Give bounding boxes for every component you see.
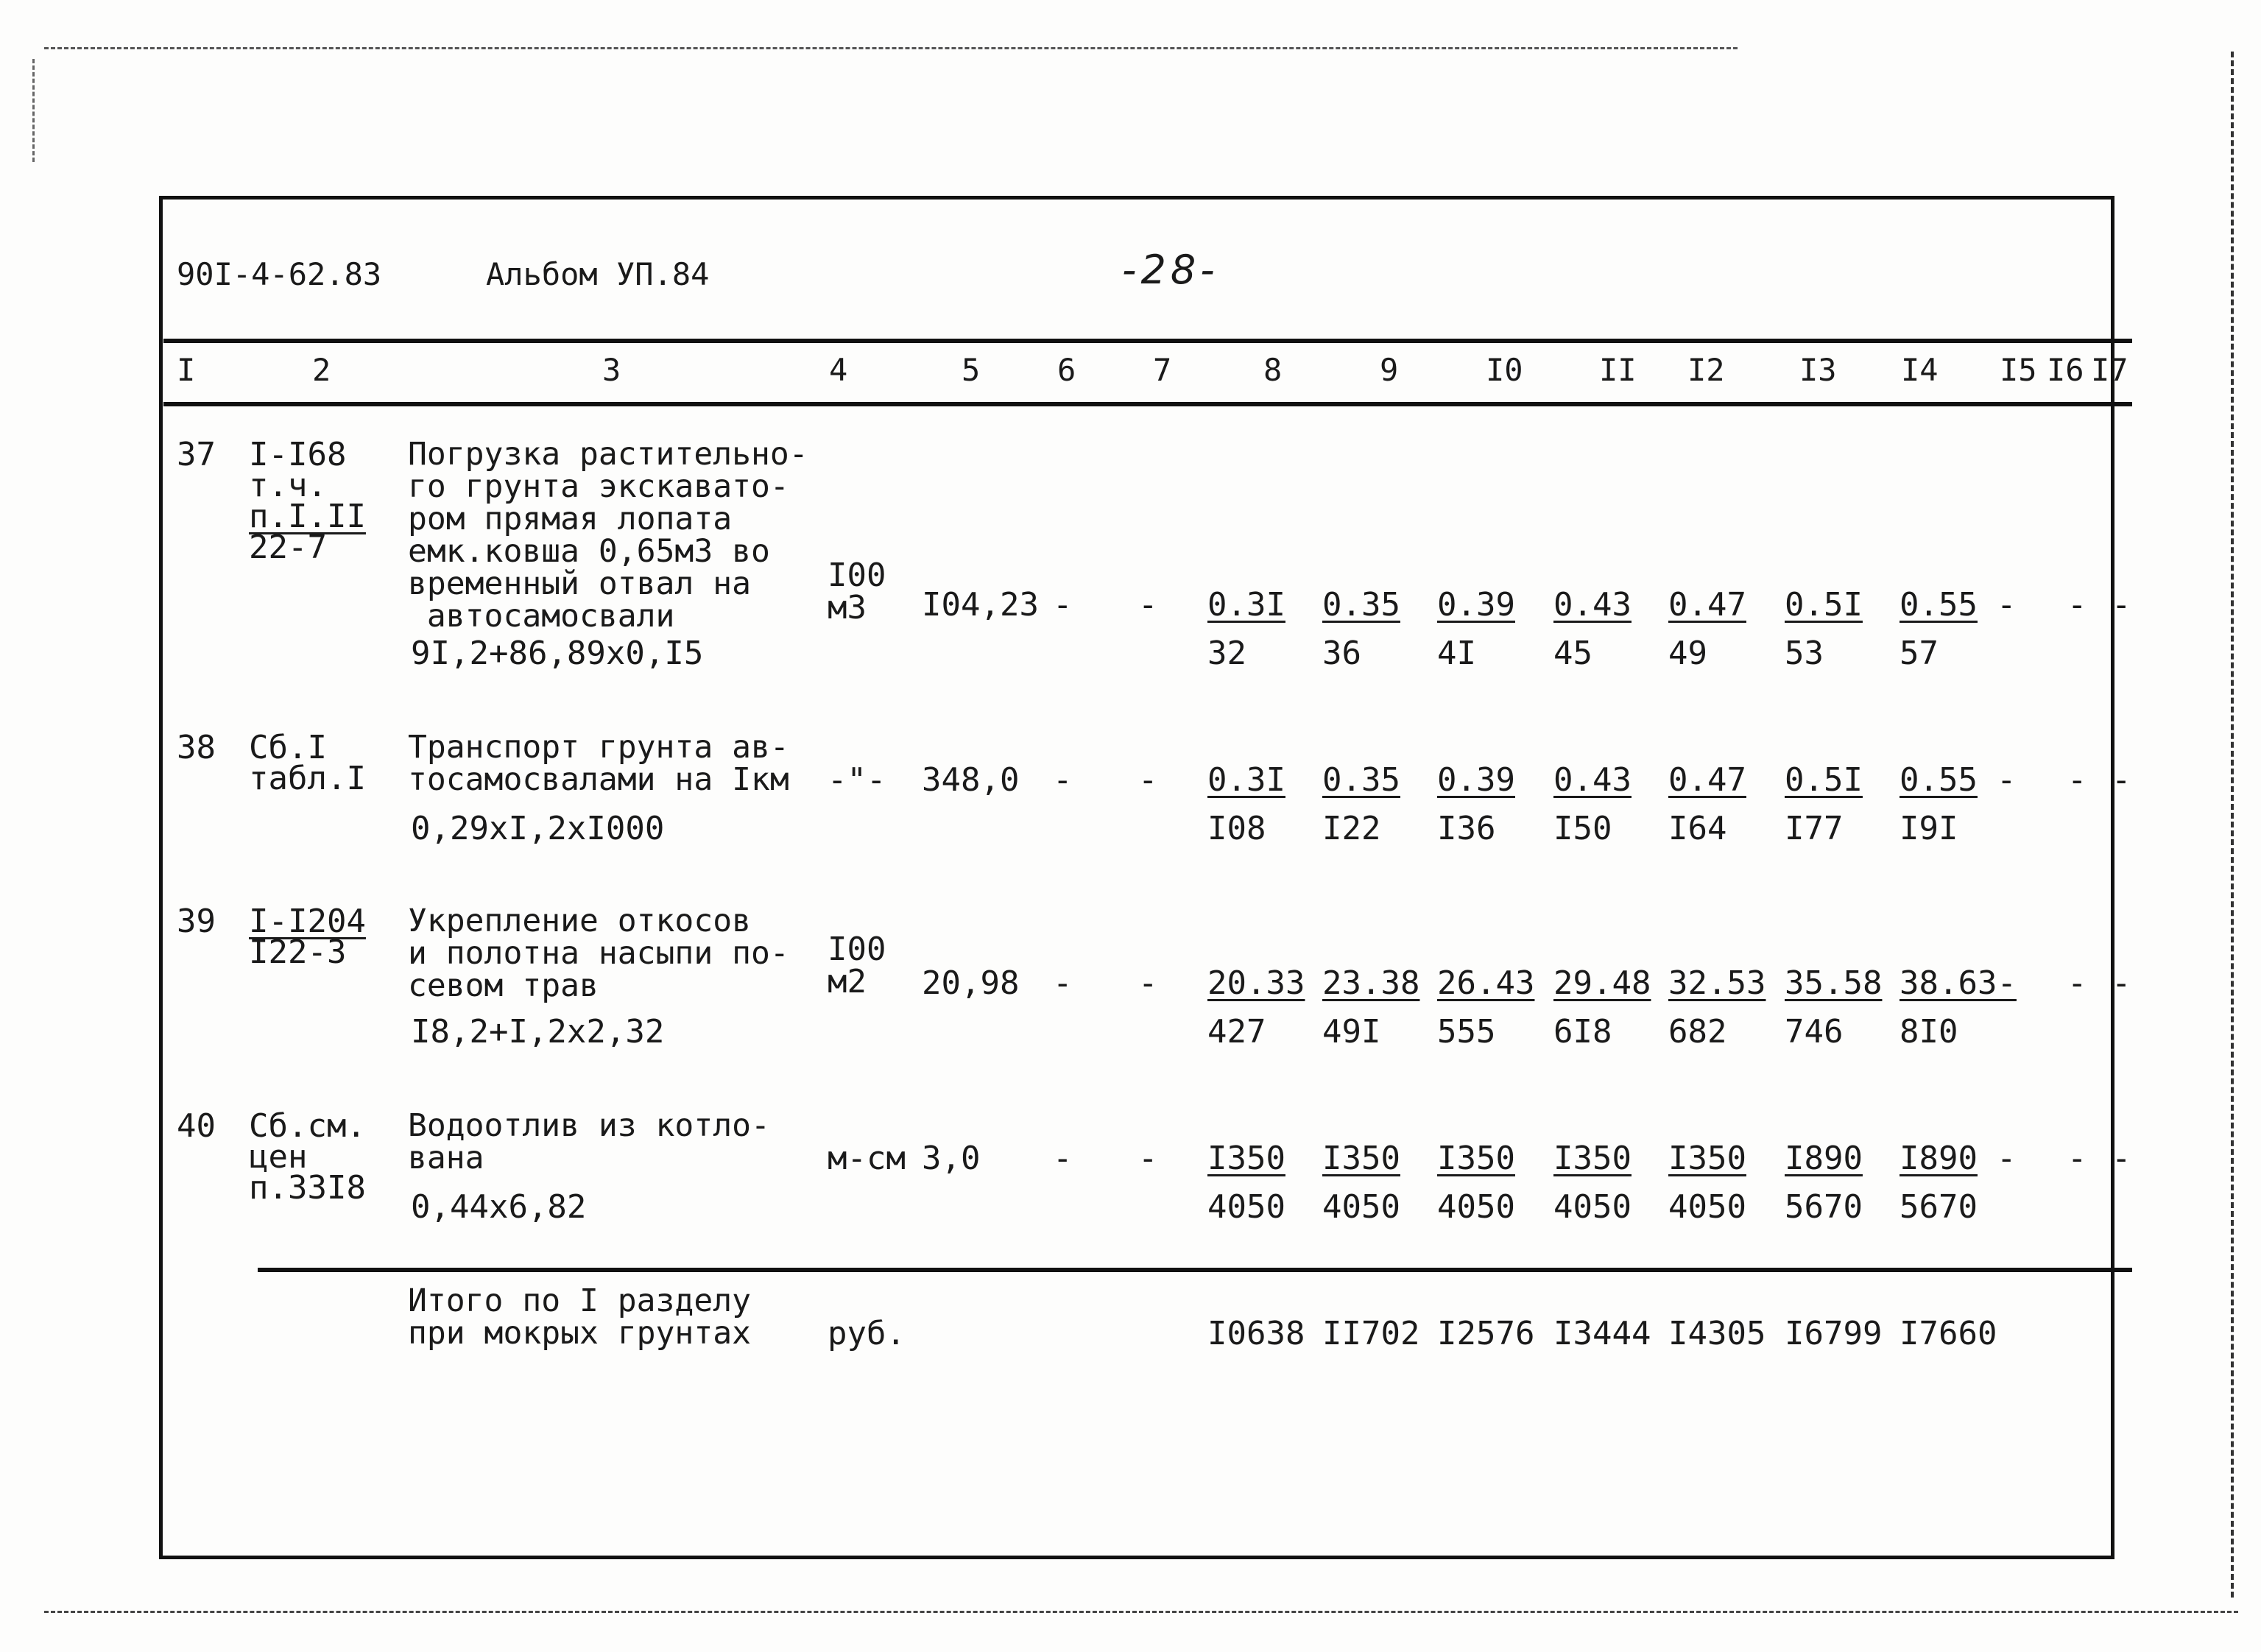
norm-code: 22-7 bbox=[249, 529, 327, 566]
cost-value: 4050 bbox=[1437, 1188, 1515, 1226]
empty-col-dash: - bbox=[2067, 1140, 2087, 1177]
price-value: 0.55 bbox=[1900, 761, 1978, 799]
work-description: автосамосвали bbox=[408, 598, 675, 635]
empty-col-dash: - bbox=[1997, 586, 2017, 624]
price-value: 26.43 bbox=[1437, 964, 1535, 1002]
col6-dash: - bbox=[1053, 1140, 1073, 1177]
header-rule-top bbox=[163, 339, 2132, 343]
row-number: 37 bbox=[177, 436, 216, 473]
cost-value: 53 bbox=[1785, 635, 1824, 672]
quantity: 20,98 bbox=[922, 964, 1020, 1002]
column-number: I bbox=[177, 352, 196, 388]
column-number: I5 bbox=[2000, 352, 2037, 388]
column-number: II bbox=[1599, 352, 1637, 388]
work-description: временный отвал на bbox=[408, 565, 751, 602]
total-value: II702 bbox=[1322, 1315, 1420, 1352]
price-value: 0.43 bbox=[1553, 761, 1632, 799]
norm-code: п.33I8 bbox=[249, 1169, 366, 1207]
norm-code: I22-3 bbox=[249, 933, 347, 971]
page-number: -28- bbox=[1122, 247, 1219, 293]
price-value: I350 bbox=[1322, 1140, 1400, 1177]
cost-value: 4050 bbox=[1207, 1188, 1285, 1226]
work-description: Погрузка растительно- bbox=[408, 436, 808, 473]
total-value: I3444 bbox=[1553, 1315, 1651, 1352]
cost-value: 36 bbox=[1322, 635, 1361, 672]
header-rule-bottom bbox=[163, 402, 2132, 406]
col7-dash: - bbox=[1138, 1140, 1158, 1177]
cost-value: I22 bbox=[1322, 810, 1381, 847]
row-number: 38 bbox=[177, 729, 216, 766]
unit: I00 bbox=[828, 931, 886, 968]
cost-value: 45 bbox=[1553, 635, 1592, 672]
column-number: 4 bbox=[829, 352, 848, 388]
cost-value: 555 bbox=[1437, 1013, 1496, 1051]
work-description: емк.ковша 0,65м3 во bbox=[408, 533, 770, 570]
column-number: 7 bbox=[1153, 352, 1172, 388]
total-rule bbox=[258, 1268, 2132, 1272]
empty-col-dash: - bbox=[2112, 964, 2131, 1002]
work-description: вана bbox=[408, 1140, 484, 1176]
total-label: Итого по I разделу bbox=[408, 1282, 751, 1319]
cost-value: 682 bbox=[1668, 1013, 1727, 1051]
cost-value: 4050 bbox=[1553, 1188, 1632, 1226]
total-value: I6799 bbox=[1785, 1315, 1883, 1352]
column-number: 2 bbox=[312, 352, 331, 388]
quantity: 348,0 bbox=[922, 761, 1020, 799]
cost-value: 49 bbox=[1668, 635, 1707, 672]
col7-dash: - bbox=[1138, 964, 1158, 1002]
price-value: 0.5I bbox=[1785, 761, 1863, 799]
cost-value: I64 bbox=[1668, 810, 1727, 847]
row-number: 40 bbox=[177, 1107, 216, 1145]
price-value: 29.48 bbox=[1553, 964, 1651, 1002]
price-value: 0.3I bbox=[1207, 586, 1285, 624]
document-frame bbox=[159, 196, 2114, 1559]
price-value: 20.33 bbox=[1207, 964, 1305, 1002]
quantity-formula: I8,2+I,2x2,32 bbox=[411, 1013, 665, 1051]
price-value: I350 bbox=[1553, 1140, 1632, 1177]
cost-value: 5670 bbox=[1785, 1188, 1863, 1226]
price-value: 0.55 bbox=[1900, 586, 1978, 624]
cost-value: 4I bbox=[1437, 635, 1476, 672]
price-value: 0.43 bbox=[1553, 586, 1632, 624]
scan-edge-bottom bbox=[44, 1611, 2238, 1613]
norm-code: п.I.II bbox=[249, 498, 366, 535]
cost-value: I77 bbox=[1785, 810, 1844, 847]
column-number: 5 bbox=[962, 352, 981, 388]
quantity: I04,23 bbox=[922, 586, 1039, 624]
unit: м2 bbox=[828, 963, 867, 1000]
work-description: севом трав bbox=[408, 967, 599, 1004]
price-value: I350 bbox=[1437, 1140, 1515, 1177]
column-number: I3 bbox=[1799, 352, 1837, 388]
work-description: Укрепление откосов bbox=[408, 903, 751, 939]
norm-code: Сб.I bbox=[249, 729, 327, 766]
cost-value: 427 bbox=[1207, 1013, 1266, 1051]
price-value: I890 bbox=[1785, 1140, 1863, 1177]
cost-value: I50 bbox=[1553, 810, 1612, 847]
column-number: I4 bbox=[1901, 352, 1939, 388]
price-value: 0.5I bbox=[1785, 586, 1863, 624]
cost-value: 5670 bbox=[1900, 1188, 1978, 1226]
empty-col-dash: - bbox=[2067, 761, 2087, 799]
norm-code: I-I68 bbox=[249, 436, 347, 473]
price-value: I350 bbox=[1668, 1140, 1746, 1177]
work-description: Транспорт грунта ав- bbox=[408, 729, 789, 766]
cost-value: 6I8 bbox=[1553, 1013, 1612, 1051]
column-number: 3 bbox=[602, 352, 621, 388]
quantity-formula: 9I,2+86,89x0,I5 bbox=[411, 635, 704, 672]
price-value: 0.47 bbox=[1668, 761, 1746, 799]
scan-edge-right bbox=[2231, 52, 2234, 1598]
empty-col-dash: - bbox=[2112, 1140, 2131, 1177]
scan-edge-left bbox=[32, 59, 35, 162]
price-value: 23.38 bbox=[1322, 964, 1420, 1002]
total-value: I4305 bbox=[1668, 1315, 1766, 1352]
price-value: 0.35 bbox=[1322, 586, 1400, 624]
cost-value: I08 bbox=[1207, 810, 1266, 847]
unit: -"- bbox=[828, 761, 886, 799]
empty-col-dash: - bbox=[1997, 1140, 2017, 1177]
col6-dash: - bbox=[1053, 761, 1073, 799]
norm-code: I-I204 bbox=[249, 903, 366, 940]
unit: I00 bbox=[828, 557, 886, 594]
price-value: 0.35 bbox=[1322, 761, 1400, 799]
empty-col-dash: - bbox=[2112, 586, 2131, 624]
price-value: 32.53 bbox=[1668, 964, 1766, 1002]
cost-value: 746 bbox=[1785, 1013, 1844, 1051]
cost-value: 49I bbox=[1322, 1013, 1381, 1051]
unit: м-см bbox=[828, 1140, 906, 1177]
work-description: тосамосвалами на Iкм bbox=[408, 761, 789, 798]
cost-value: 57 bbox=[1900, 635, 1939, 672]
empty-col-dash: - bbox=[2067, 586, 2087, 624]
col6-dash: - bbox=[1053, 586, 1073, 624]
work-description: Водоотлив из котло- bbox=[408, 1107, 770, 1144]
empty-col-dash: - bbox=[1997, 761, 2017, 799]
column-number: I7 bbox=[2091, 352, 2128, 388]
price-value: 0.47 bbox=[1668, 586, 1746, 624]
cost-value: I9I bbox=[1900, 810, 1958, 847]
doc-code: 90I-4-62.83 bbox=[177, 256, 382, 292]
col6-dash: - bbox=[1053, 964, 1073, 1002]
work-description: ром прямая лопата bbox=[408, 501, 733, 537]
norm-code: Сб.см. bbox=[249, 1107, 366, 1145]
empty-col-dash: - bbox=[2067, 964, 2087, 1002]
column-number: I0 bbox=[1486, 352, 1523, 388]
unit: м3 bbox=[828, 589, 867, 626]
col7-dash: - bbox=[1138, 586, 1158, 624]
album-label: Альбом УП.84 bbox=[486, 256, 710, 292]
total-value: I0638 bbox=[1207, 1315, 1305, 1352]
cost-value: I36 bbox=[1437, 810, 1496, 847]
column-number: 8 bbox=[1263, 352, 1283, 388]
col7-dash: - bbox=[1138, 761, 1158, 799]
work-description: го грунта экскавато- bbox=[408, 468, 789, 505]
column-number: 9 bbox=[1380, 352, 1399, 388]
norm-code: табл.I bbox=[249, 760, 366, 797]
price-value: 38.63- bbox=[1900, 964, 2017, 1002]
empty-col-dash: - bbox=[2112, 761, 2131, 799]
price-value: 0.39 bbox=[1437, 761, 1515, 799]
price-value: I890 bbox=[1900, 1140, 1978, 1177]
total-unit: руб. bbox=[828, 1315, 906, 1352]
column-number: I2 bbox=[1687, 352, 1725, 388]
column-number: I6 bbox=[2047, 352, 2084, 388]
work-description: и полотна насыпи по- bbox=[408, 935, 789, 972]
total-value: I2576 bbox=[1437, 1315, 1535, 1352]
quantity-formula: 0,44x6,82 bbox=[411, 1188, 587, 1226]
column-number: 6 bbox=[1057, 352, 1076, 388]
price-value: 0.3I bbox=[1207, 761, 1285, 799]
cost-value: 8I0 bbox=[1900, 1013, 1958, 1051]
quantity: 3,0 bbox=[922, 1140, 981, 1177]
price-value: 0.39 bbox=[1437, 586, 1515, 624]
total-value: I7660 bbox=[1900, 1315, 1997, 1352]
row-number: 39 bbox=[177, 903, 216, 940]
norm-code: т.ч. bbox=[249, 467, 327, 504]
norm-code: цен bbox=[249, 1138, 308, 1176]
cost-value: 32 bbox=[1207, 635, 1246, 672]
quantity-formula: 0,29xI,2xI000 bbox=[411, 810, 665, 847]
cost-value: 4050 bbox=[1668, 1188, 1746, 1226]
total-label: при мокрых грунтах bbox=[408, 1315, 751, 1352]
price-value: I350 bbox=[1207, 1140, 1285, 1177]
scan-edge-top bbox=[44, 47, 1738, 49]
price-value: 35.58 bbox=[1785, 964, 1883, 1002]
cost-value: 4050 bbox=[1322, 1188, 1400, 1226]
